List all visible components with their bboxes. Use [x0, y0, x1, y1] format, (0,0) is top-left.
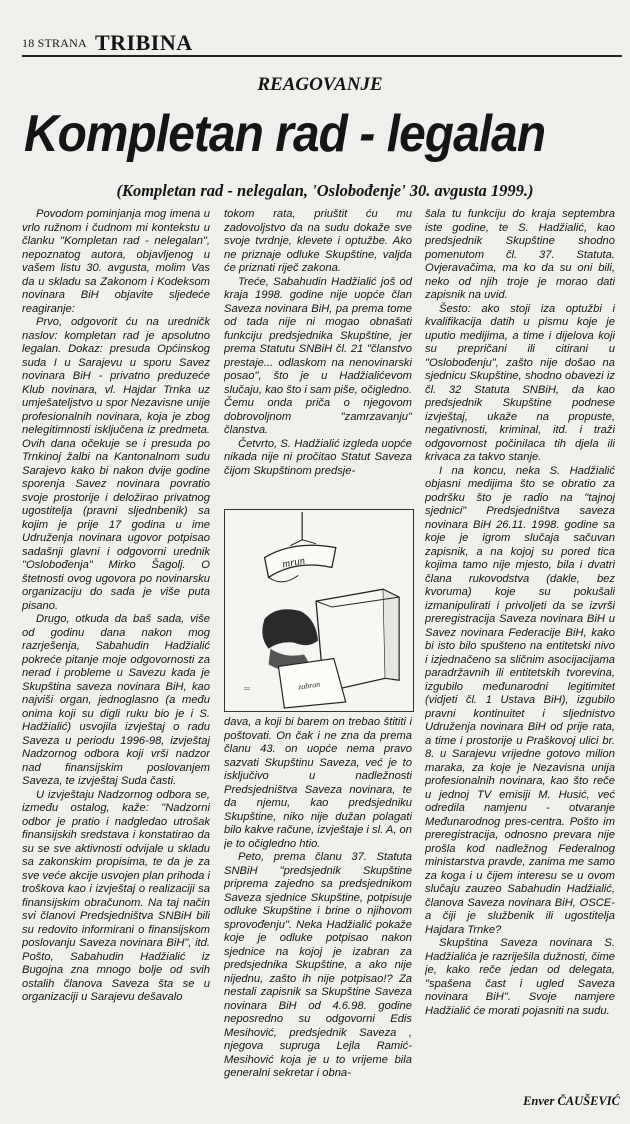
article-column-2-top	[224, 208, 412, 513]
paragraph: Šesto: ako stoji iza optužbi i kvalifikacija datih u pismu koje je uputio medijima, a time i dijelova koji su prepričani ili citirani u "Oslobođenju", zašto nije došao na sjednicu Skupštine, shodno obavezi iz čl. 32 Statuta SNBiH, da kao predsjednik Skupštine podnese izvještaj, ukaže na propuste, negativnosti, kriminal, itd. i traži odgovornost počinilaca tih djela ili krivaca za takvo stanje.	[425, 302, 615, 463]
cartoon-drawing	[225, 510, 413, 711]
kicker: REAGOVANJE	[257, 74, 383, 95]
paragraph: tokom rata, priuštit ću mu zadovoljstvo da na sudu dokaže sve svoje tvrdnje, klevete i optužbe. Ako ne priznaje odluke Skupštine, valjda će priznati riječ zakona.	[224, 208, 412, 274]
paragraph: Drugo, otkuda da baš sada, više od godinu dana nakon mog razrješenja, Sabahudin Hadžialić pokreće pitanje moje odgovornosti za nerad i probleme u Savezu kada je Skupština saveza novinara BiH, kao najviši organ, jednoglasno (a među onima koji su digli ruku bio je i S. Hadžialić) usvojila izvještaj o radu Saveza u periodu 1996-98, izvještaj Nadzornog odbora koji vrši nadzor nad finansijskim poslovanjem Saveza, te izvještaj Suda časti.	[22, 613, 210, 787]
paper-text: zabran	[297, 679, 321, 692]
article-column-2-bottom	[224, 716, 412, 1112]
paragraph: Četvrto, S. Hadžialić izgleda uopće nikada nije ni pročitao Statut Saveza čijom Skupštinom predsje-	[224, 437, 412, 477]
headline: Kompletan rad - legalan	[24, 105, 546, 163]
article-column-3	[425, 208, 615, 1092]
section-title: TRIBINA	[95, 30, 193, 55]
sign-text: mrun	[281, 554, 307, 571]
paragraph: šala tu funkciju do kraja septembra iste godine, te S. Hadžialić, kao predsjednik Skupštine shodno pomenutom čl. 37. Statuta. Ovjeravačima, ma ko da su oni bili, neko od njih troje je morao dati zapisnik na uvid.	[425, 208, 615, 301]
header-rule	[22, 55, 622, 57]
paragraph: U izvještaju Nadzornog odbora se, između ostalog, kaže: "Nadzorni odbor je pratio i nadgledao utrošak finansijskih sredstava i konstatirao da su se sve aktivnosti odvijale u skladu sa zakonskim propisima, te da je za sve veće akcije usvojen plan prihoda i troškova kao i izvještaj o realizaciji sa finansijskim obračunom. Na taj način svi članovi Predsjedništva SNBiH bili su redovito informirani o finansijskom poslovanju Saveza novinara BiH", itd. Pošto, Sabahudin Hadžialić iz Bugojna zna mnogo bolje od svih ostalih članova Saveza šta se u organizaciji u Sarajevu dešavalo	[22, 788, 210, 1003]
paragraph: Peto, prema članu 37. Statuta SNBiH "predsjednik Skupštine priprema zajedno sa predsjednikom Saveza sjednice Skupštine, potpisuje odluke Skupštine i brine o njihovom sprovođenju". Neka Hadžialić pokaže koje je odluke potpisao nakon sjednice na kojoj je izabran za predsjednika Skupštine, a ako nije nijednu, zašto ih nije potpisao!? Za nestali zapisnik sa Skupštine Saveza novinara BiH od 4.6.98. godine neposredno su odgovorni Edis Mesihović, predsjednik Saveza , njegova supruga Lejla Ramić-Mesihović koja je u to vrijeme bila generalni sekretar i obna-	[224, 851, 412, 1079]
page-number: 18 STRANA	[22, 36, 87, 50]
paragraph: Treće, Sabahudin Hadžialić još od kraja 1998. godine nije uopće član Saveza novinara BiH, pa prema tome od tada nije ni mogao obnašati funkciju predsjednika Skupštine, jer prema Statutu SNBiH čl. 21 "članstvo prestaje... odlaskom na nenovinarski posao", što je u Hadžialićevom slučaju, kao što i sam piše, očigledno. Čemu onda priča o njegovom dobrovoljnom "zamrzavanju" članstva.	[224, 275, 412, 436]
paragraph: Prvo, odgovorit ću na uredničk naslov: kompletan rad je apsolutno legalan. Dokaz: presuda Općinskog suda I u Sarajevu u sporu Savez novinara BiH - privatno preduzeće Klub novinara, vl. Hajdar Trnka uz umješateljstvo u spor Nezavisne unije profesionalnih novinara, koja je zbog nelegitimnosti isključena iz predmeta. Ovih dana očekuje se i presuda po Trnkinoj žalbi na Kantonalnom sudu Sarajevo kako bi nakon dvije godine sporenja Savez novinara povratio svoje prostorije i deložirao privatnog ugostitelja (pravni sljednbenik) sa kojim je prije 17 godina u ime Udruženja novinara ugovor potpisao sadašnji glavni i odgovorni urednik "Oslobođenja" Mirko Šagolj. O štetnosti ovog ugovora po novinarsku organizaciju do sada je više puta pisano.	[22, 316, 210, 612]
paragraph: Povodom pominjanja mog imena u vrlo ružnom i čudnom mi kontekstu u članku "Kompletan rad - nelegalan", nepoznatog autora, objavljenog u vašem listu 30. avgusta, molim Vas da u skladu sa Zakonom i Kodeksom novinara BiH objavite sljedeće reagiranje:	[22, 208, 210, 315]
paragraph: Skupština Saveza novinara S. Hadžialića je razriješila dužnosti, čime je, kako reče jedan od delegata, "spašena čast i ugled Saveza novinara BiH". Svoje namjere Hadžialić će morati pojasniti na sudu.	[425, 937, 615, 1017]
article-column-1	[22, 208, 210, 1110]
author-signature: Enver ČAUŠEVIĆ	[523, 1094, 620, 1108]
svg-text:||: ||	[244, 687, 251, 691]
cartoon-illustration	[224, 509, 414, 712]
paragraph: dava, a koji bi barem on trebao štititi i poštovati. On čak i ne zna da prema članu 43. on uopće nema pravo sazvati Skupštinu Saveza, već je to isključivo u nadležnosti Predsjedništva Saveza novinara, te da njemu, kao predsjedniku Skupštine, niko nije dužan polagati bilo kakve račune, izvještaje i sl. A, on je to očigledno htio.	[224, 716, 412, 850]
page-header	[22, 31, 622, 53]
subtitle: (Kompletan rad - nelegalan, 'Oslobođenje' 30. avgusta 1999.)	[116, 181, 534, 200]
paragraph: I na koncu, neka S. Hadžialić objasni medijima što se obratio za podršku što je radio na "tajnoj sjednici" Predsjedništva saveza novinara BiH 26.11. 1998. godine sa koje je igrom slučaja sačuvan zapisnik, a na kojoj su pored tica kojima tamo nije mjesto, bila i dvatri člana rukovodstva (dakle, bez kvoruma) koje su pokušali izmanipulirati i privoljeti da se izvrši preregistracija Saveza novinara BiH u Savez novinara Federacije BiH, kako bi isto bilo spušteno na entitetski nivo i izjednačeno sa sličnim asocijacijama paradržavnih ili entitetskih tvorevina, izgubilo međunarodni legitimitet (vidjeti čl. 1 Ustava BiH), izgubilo pravni kontinuitet i sljednistvo Udruženja novinara BiH od prije rata, a time i prostorije u Praškovoj ulici br. 8. u Sarajevu vrijedne gotovo milion maraka, za koje je Nezavisna unija profesionalnih novinara, kao što reče u jednoj TV emisiji M. Husić, već odredila namjenu - otvaranje Međunarodnog pres-centra. Pošto im preregistracija, odnosno prevara nije prošla kod nadležnog Federalnog ministarstva pravde, zanima me samo za koga i u čijem interesu se u ovom slučaju zauzeo Sabahudin Hadžialić, članova Saveza novinara BiH, OSCE-a čiji je službenik ili ugostitelja Hajdara Trnke?	[425, 464, 615, 936]
